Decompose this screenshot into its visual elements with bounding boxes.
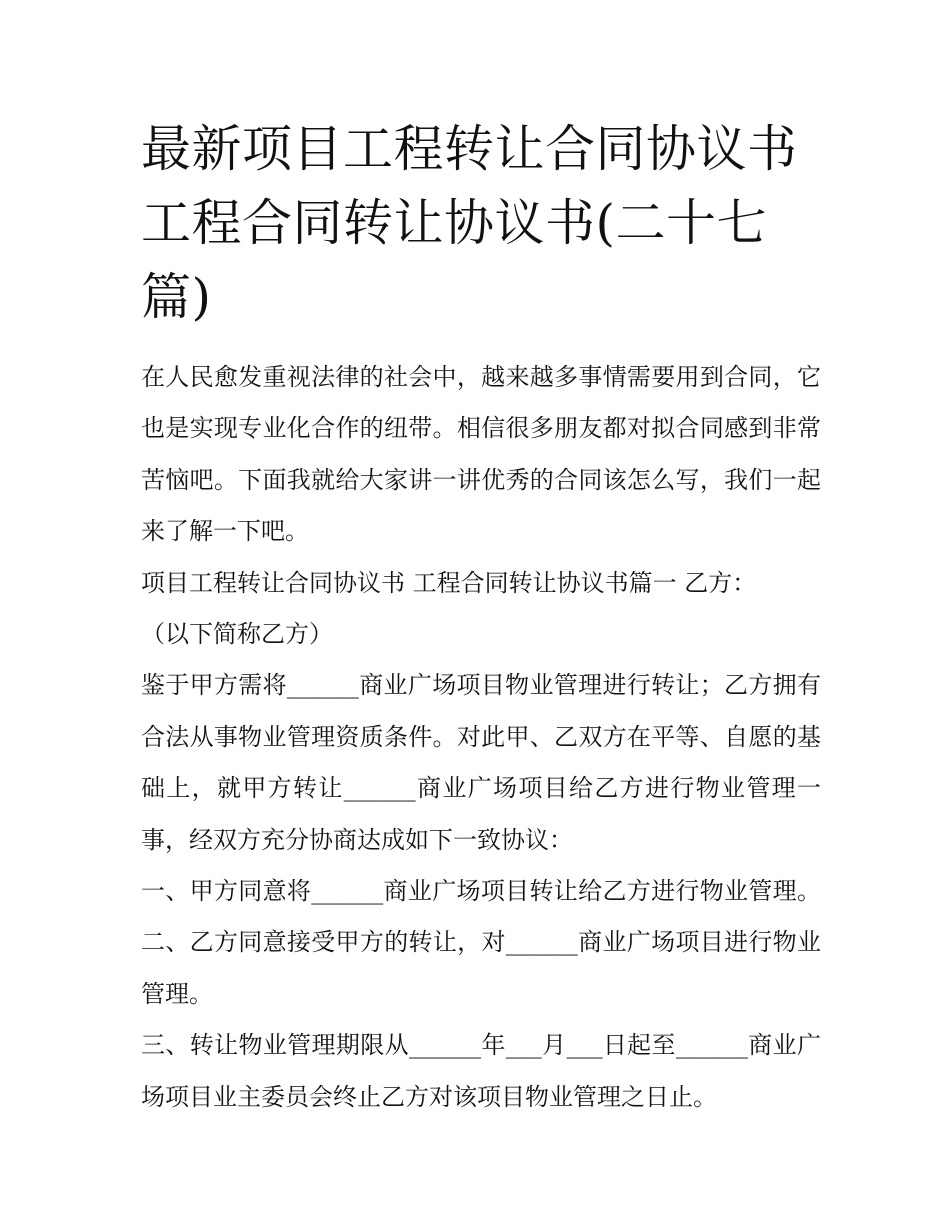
paragraph-clause-3: 三、转让物业管理期限从______年___月___日起至______商业广场项目业主委员会终止乙方对该项目物业管理之日止。 <box>141 1031 821 1111</box>
paragraph-party-b: （以下简称乙方） <box>141 620 333 649</box>
document-page <box>141 112 821 1123</box>
paragraph-clause-1-2: 一、甲方同意将______商业广场项目转让给乙方进行物业管理。 二、乙方同意接受甲方的转让，对______商业广场项目进行物业管理。 <box>141 877 821 1008</box>
paragraph-intro: 在人民愈发重视法律的社会中，越来越多事情需要用到合同，它也是实现专业化合作的纽带。相信很多朋友都对拟合同感到非常苦恼吧。下面我就给大家讲一讲优秀的合同该怎么写，我们一起来了解一下吧。 <box>141 363 821 546</box>
paragraph-preamble: 鉴于甲方需将______商业广场项目物业管理进行转让；乙方拥有合法从事物业管理资质条件。对此甲、乙双方在平等、自愿的基础上，就甲方转让______商业广场项目给乙方进行物业管理一事，经双方充分协商达成如下一致协议： <box>141 671 821 854</box>
paragraph-heading: 项目工程转让合同协议书 工程合同转让协议书篇一 乙方： <box>141 568 757 597</box>
document-title: 最新项目工程转让合同协议书 工程合同转让协议书(二十七篇) <box>141 120 798 326</box>
